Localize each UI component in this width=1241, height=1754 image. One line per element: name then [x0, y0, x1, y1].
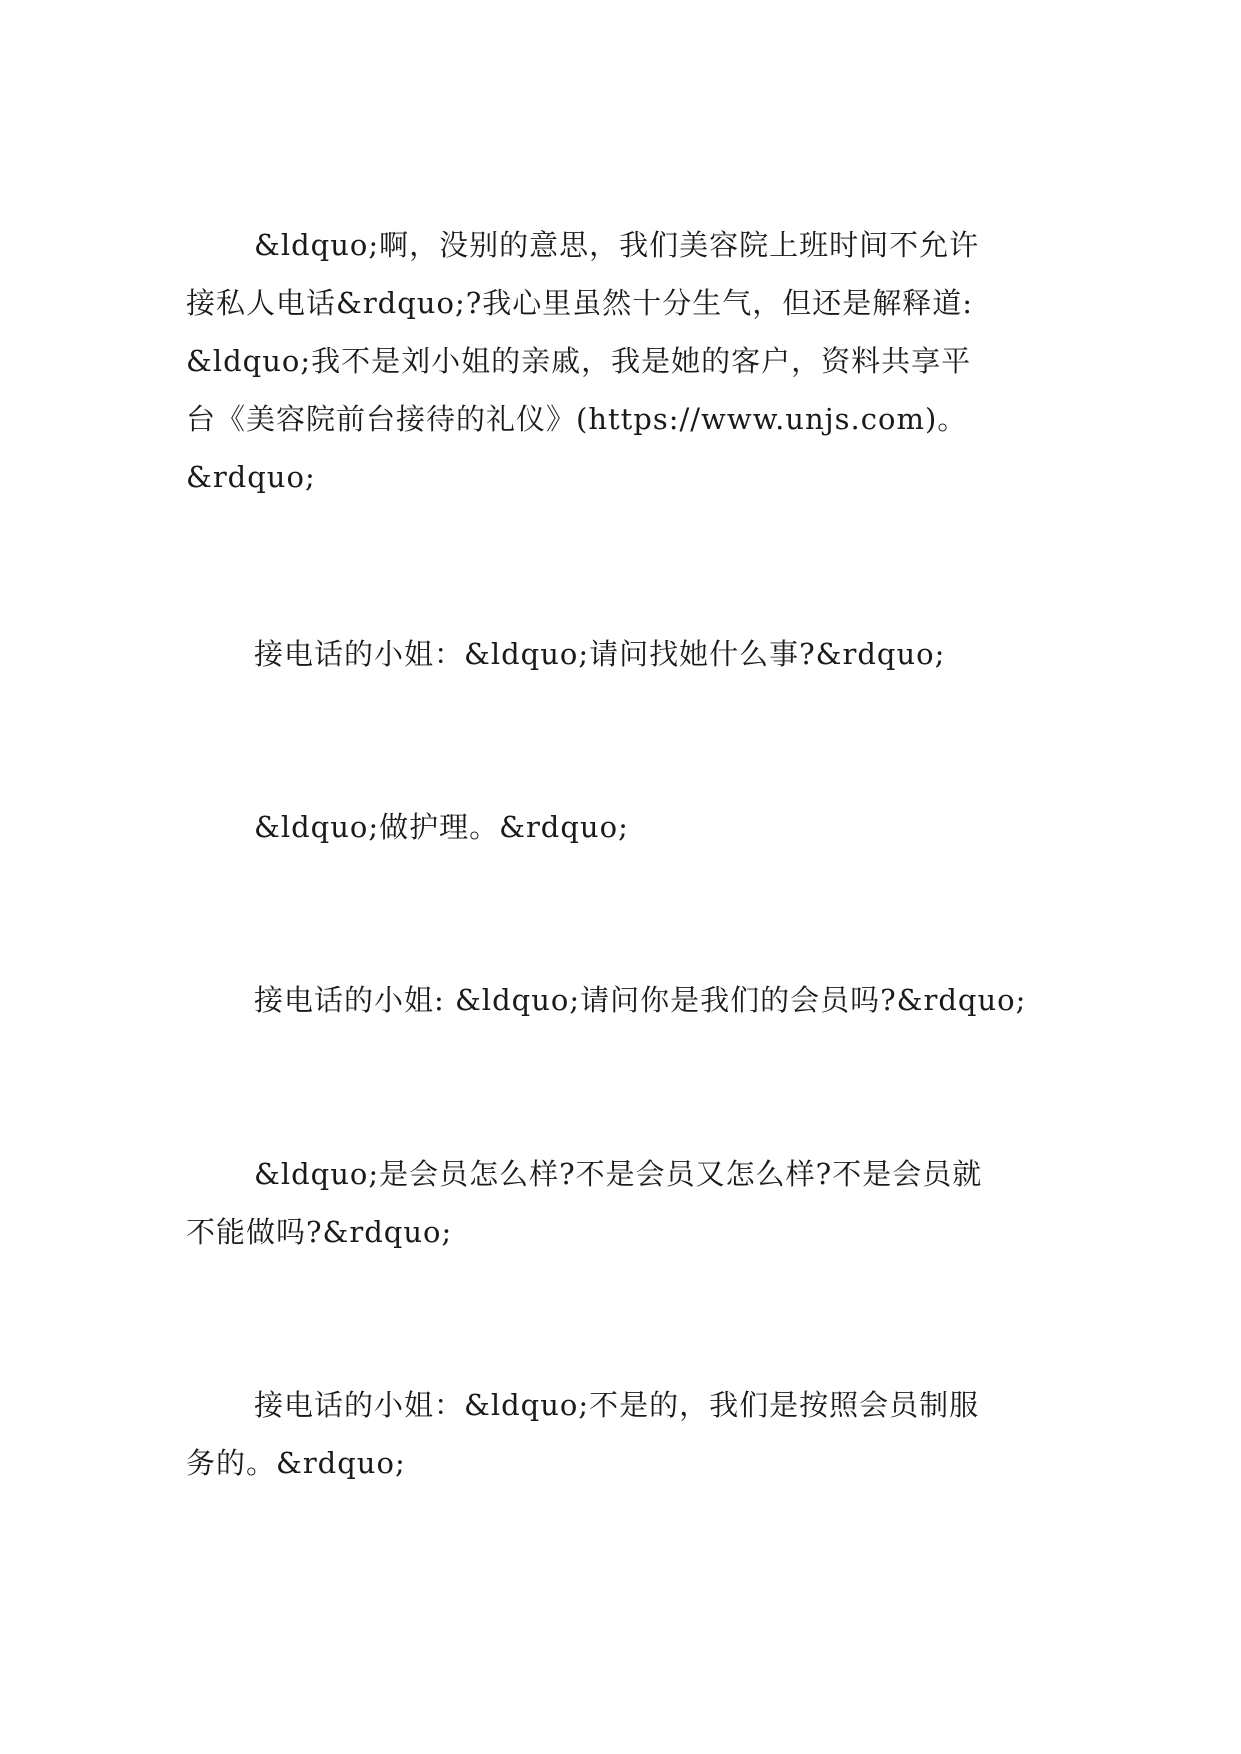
- paragraph-1: [186, 216, 1056, 506]
- paragraph-4: [186, 971, 1056, 1029]
- paragraph-line: 接电话的小姐：&ldquo;不是的，我们是按照会员制服: [254, 1388, 980, 1422]
- paragraph-line: &ldquo;我不是刘小姐的亲戚，我是她的客户，资料共享平: [186, 344, 972, 378]
- paragraph-line: 台《美容院前台接待的礼仪》(https://www.unjs.com)。: [186, 402, 968, 436]
- paragraph-line: 接电话的小姐: &ldquo;请问你是我们的会员吗?&rdquo;: [254, 983, 1027, 1017]
- paragraph-line: 务的。&rdquo;: [186, 1446, 406, 1480]
- paragraph-line: &ldquo;是会员怎么样?不是会员又怎么样?不是会员就: [254, 1157, 983, 1191]
- paragraph-line: &ldquo;做护理。&rdquo;: [254, 810, 629, 844]
- paragraph-line: 接私人电话&rdquo;?我心里虽然十分生气，但还是解释道:: [186, 286, 974, 320]
- paragraph-line: 不能做吗?&rdquo;: [186, 1215, 453, 1249]
- paragraph-line: &rdquo;: [186, 460, 316, 494]
- paragraph-6: [186, 1376, 1056, 1492]
- paragraph-line: &ldquo;啊，没别的意思，我们美容院上班时间不允许: [254, 228, 980, 262]
- paragraph-3: [186, 798, 1056, 856]
- paragraph-5: [186, 1145, 1056, 1261]
- paragraph-2: [186, 625, 1056, 683]
- paragraph-line: 接电话的小姐：&ldquo;请问找她什么事?&rdquo;: [254, 637, 946, 671]
